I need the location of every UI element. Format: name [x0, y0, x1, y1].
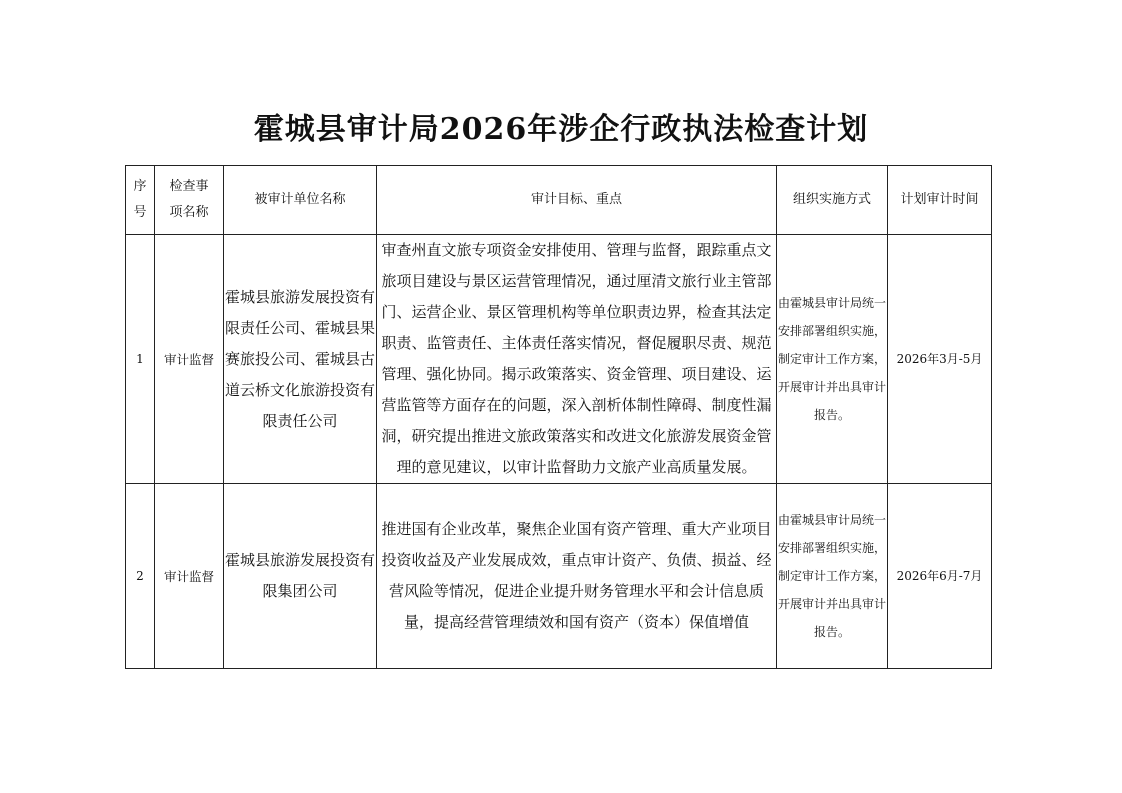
- row-method: 由霍城县审计局统一安排部署组织实施，制定审计工作方案，开展审计并出具审计报告。: [777, 235, 888, 484]
- table-row: [126, 235, 992, 484]
- row-unit: 霍城县旅游发展投资有限集团公司: [224, 484, 377, 669]
- row-time: 2026年3月-5月: [888, 235, 992, 484]
- row-goal: 推进国有企业改革，聚焦企业国有资产管理、重大产业项目投资收益及产业发展成效，重点审计资产、负债、损益、经营风险等情况，促进企业提升财务管理水平和会计信息质量，提高经营管理绩效和国有资产（资本）保值增值: [377, 484, 777, 669]
- header-item: 检查事 项名称: [155, 166, 224, 235]
- header-unit: 被审计单位名称: [224, 166, 377, 235]
- header-time: 计划审计时间: [888, 166, 992, 235]
- row-seq: 2: [126, 484, 155, 669]
- header-seq: 序 号: [126, 166, 155, 235]
- table-header-row: [126, 166, 992, 235]
- row-goal: 审查州直文旅专项资金安排使用、管理与监督，跟踪重点文旅项目建设与景区运营管理情况，通过厘清文旅行业主管部门、运营企业、景区管理机构等单位职责边界，检查其法定职责、监管责任、主体责任落实情况，督促履职尽责、规范管理、强化协同。揭示政策落实、资金管理、项目建设、运营监管等方面存在的问题，深入剖析体制性障碍、制度性漏洞，研究提出推进文旅政策落实和改进文化旅游发展资金管理的意见建议，以审计监督助力文旅产业高质量发展。: [377, 235, 777, 484]
- row-time: 2026年6月-7月: [888, 484, 992, 669]
- table-row: [126, 484, 992, 669]
- header-method: 组织实施方式: [777, 166, 888, 235]
- row-item: 审计监督: [155, 484, 224, 669]
- document-title: 霍城县审计局2026年涉企行政执法检查计划: [253, 112, 869, 147]
- row-unit: 霍城县旅游发展投资有限责任公司、霍城县果赛旅投公司、霍城县古道云桥文化旅游投资有限责任公司: [224, 235, 377, 484]
- inspection-plan-table: [125, 165, 992, 669]
- row-method: 由霍城县审计局统一安排部署组织实施，制定审计工作方案，开展审计并出具审计报告。: [777, 484, 888, 669]
- row-seq: 1: [126, 235, 155, 484]
- row-item: 审计监督: [155, 235, 224, 484]
- header-goal: 审计目标、重点: [377, 166, 777, 235]
